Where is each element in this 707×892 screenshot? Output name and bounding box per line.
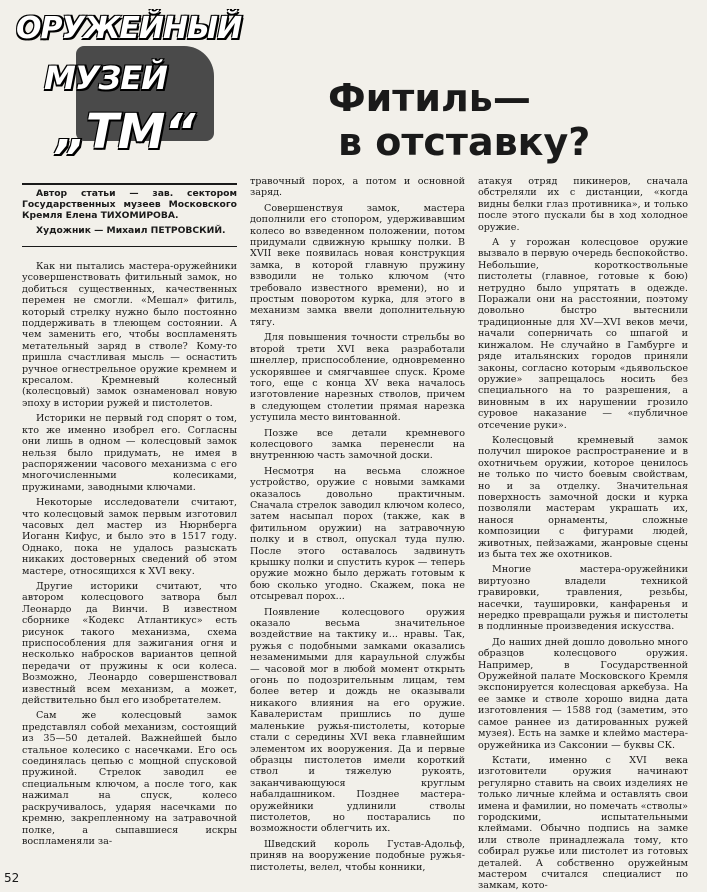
paragraph: Шведский король Густав-Адольф, приняв на вооружение подобные ружья-пистолеты, велел, чтобы конники, xyxy=(250,838,465,873)
text-column-2 xyxy=(250,176,465,871)
paragraph: Как ни пытались мастера-оружейники усовершенствовать фитильный замок, но добиться существенных, качественных перемен не смогли. «Мешал» фитиль, который стрелку нужно было постоянно поддерживать в тлеющем состоянии. А чем заменить его, чтобы воспламенять метательный заряд в стволе? Кому-то пришла счастливая мысль — оснастить ручное огнестрельное оружие кремнем и кресалом. Кремневый колесный (колесцовый) замок ознаменовал новую эпоху в истории ружей и пистолетов. xyxy=(22,261,237,409)
paragraph: Многие мастера-оружейники виртуозно владели техникой гравировки, травления, резьбы, насечки, таушировки, канфаренья и нередко превращали ружья и пистолеты в подлинные произведения искусства. xyxy=(478,564,688,633)
artist-credit: Художник — Михаил ПЕТРОВСКИЙ. xyxy=(36,225,226,236)
paragraph: Историки не первый год спорят о том, кто же именно изобрел его. Согласны они лишь в одном — колесцовый замок нельзя было придумать, не имея в распоряжении часового механизма с его многочисленными колесиками, пружинами, заводными ключами. xyxy=(22,413,237,493)
credits xyxy=(22,183,237,247)
paragraph: Несмотря на весьма сложное устройство, оружие с новыми замками оказалось довольно практичным. Сначала стрелок заводил ключом колесо, затем насыпал порох (также, как в фитильном оружии) на затравочную полку и в ствол, опускал туда пулю. После этого оставалось задвинуть крышку полки и спустить курок — теперь оружие можно было держать готовым к бою сколько угодно. Скажем, пока не отсыревал порох... xyxy=(250,465,465,603)
paragraph: Для повышения точности стрельбы во второй трети XVI века разработали шнеллер, приспособление, одновременно ускорявшее и смягчавшее спуск. Кроме того, еще с конца XV века началось изготовление нарезных стволов, причем в следующем столетии прямая нарезка уступила место винтованной. xyxy=(250,332,465,424)
logo-line-1: ОРУЖЕЙНЫЙ xyxy=(16,11,242,46)
paragraph: Некоторые исследователи считают, что колесцовый замок первым изготовил часовых дел мастер из Нюрнберга Иоганн Кифус, и было это в 1517 году. Однако, пока не удалось разыскать никаких достоверных сведений об этом мастере, относящихся к XVI веку. xyxy=(22,497,237,577)
paragraph: Колесцовый кремневый замок получил широкое распространение и в охотничьем оружии, которое ценилось не только по чисто боевым свойствам, но и за отделку. Значительная поверхность замочной доски и курка позволяли мастерам украшать их, нанося орнаменты, сложные композиции с фигурами людей, животных, пейзажами, жанровые сцены из быта тех же охотников. xyxy=(478,434,688,560)
paragraph: Кстати, именно с XVI века изготовители оружия начинают регулярно ставить на своих изделиях не только личные клейма и оставлять свои имена и фамилии, но помечать «стволы» городскими, испытательными клеймами. Обычно подпись на замке или стволе принадлежала тому, кто собирал ружье или пистолет из готовых деталей. А собственно оружейным мастером считался специалист по замкам, кото- xyxy=(478,754,688,892)
paragraph: атакуя отряд пикинеров, сначала обстреляли их с дистанции, «когда видны белки глаз противника», и только после этого пускали бы в ход холодное оружие. xyxy=(478,176,688,233)
paragraph: травочный порох, а потом и основной заряд. xyxy=(250,176,465,199)
page-number: 52 xyxy=(4,871,20,885)
paragraph: Другие историки считают, что автором колесцового затвора был Леонардо да Винчи. В известном сборнике «Кодекс Атлантикус» есть рисунок такого механизма, схема приспособления для зажигания огня и несколько набросков вариантов цепной передачи от пружины к оси колеса. Возможно, Леонардо совершенствовал известный всем механизм, а может, действительно был его изобретателем. xyxy=(22,580,237,707)
paragraph: А у горожан колесцовое оружие вызвало в первую очередь беспокойство. Небольшие, короткоствольные пистолеты (главное, готовые к бою) нетрудно было упрятать в одежде. Поражали они на расстоянии, поэтому довольно быстро вытеснили традиционные для XV—XVI веков мечи, начали соперничать со шпагой и кинжалом. Не случайно в Гамбурге и ряде итальянских городов приняли законы, согласно которым «дьявольское оружие» запрещалось носить без специального на то разрешения, а виновным в их нарушении грозило суровое наказание — «публичное отсечение руки». xyxy=(478,237,688,431)
paragraph: До наших дней дошло довольно много образцов колесцового оружия. Например, в Государственной Оружейной палате Московского Кремля экспонируется колесцовая аркебуза. На ее замке и стволе хорошо видна дата изготовления — 1588 год (заметим, это самое раннее из датированных ружей музея). Есть на замке и клеймо мастера-оружейника из Саксонии — буквы СК. xyxy=(478,636,688,751)
logo-line-2: МУЗЕЙ xyxy=(44,59,167,97)
museum-logo xyxy=(16,8,242,178)
paragraph: Сам же колесцовый замок представлял собой механизм, состоящий из 35—50 деталей. Важнейшей было стальное колесико с насечками. Его ось соединялась цепью с мощной спусковой пружиной. Стрелок заводил ее специальным ключом, а после того, как нажимал на спуск, колесо раскручивалось, ударяя насечками по кремню, закрепленному на затравочной полке, а сыпавшиеся искры воспламеняли за- xyxy=(22,710,237,847)
article-title xyxy=(328,76,658,164)
paragraph: Позже все детали кремневого колесцового замка перенесли на внутреннюю часть замочной доски. xyxy=(250,427,465,462)
paragraph: Совершенствуя замок, мастера дополнили его стопором, удерживавшим колесо во взведенном положении, потом придумали сдвижную крышку полки. В XVII веке появилась новая конструкция замка, в которой главную пружину взводили не только ключом (что требовало известного времени), но и простым поворотом курка, для этого в механизм замка ввели дополнительную тягу. xyxy=(250,202,465,328)
title-line-2: в отставку? xyxy=(338,120,591,164)
logo-line-3: „ТМ“ xyxy=(56,104,195,160)
text-column-3 xyxy=(478,176,688,892)
text-column-1 xyxy=(22,183,237,873)
paragraph: Появление колесцового оружия оказало весьма значительное воздействие на тактику и... нравы. Так, ружья с подобными замками оказались незаменимыми для караульной службы — часовой мог в любой момент открыть огонь по подозрительным лицам, тем более ветер и дождь не оказывали никакого влияния на его оружие. Кавалеристам пришлись по душе маленькие ружья-пистолеты, которые стали с середины XVI века главнейшим элементом их вооружения. Да и первые образцы пистолетов имели короткий ствол и тяжелую рукоять, заканчивающуюся круглым набалдашником. Позднее мастера-оружейники удлинили стволы пистолетов, но постарались по возможности облегчить их. xyxy=(250,606,465,835)
author-credit: Автор статьи — зав. сектором Государственных музеев Московского Кремля Елена ТИХОМИРОВА. xyxy=(22,188,237,221)
title-line-1: Фитиль— xyxy=(328,76,531,120)
